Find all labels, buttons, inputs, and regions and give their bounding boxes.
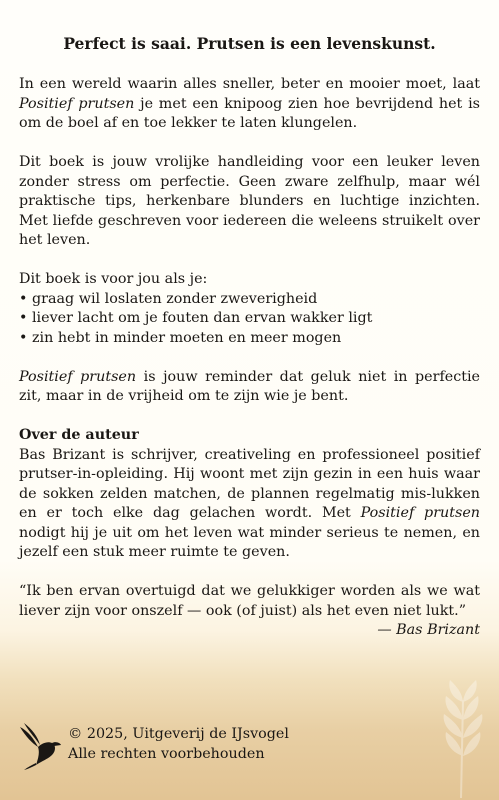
copyright-line: © 2025, Uitgeverij de IJsvogel (68, 726, 289, 742)
author-bio-c: nodigt hij je uit om het leven wat minder serieus te nemen, en jezelf een stuk meer ruimte te geven. (19, 524, 480, 560)
publisher-text (68, 725, 289, 764)
audience-list (19, 290, 480, 349)
intro-paragraph (19, 75, 480, 134)
author-section (19, 426, 480, 563)
author-bio-a: Bas Brizant is schrijver, creativeling en professioneel positief prutser-in-opleiding. Hij woont met zijn gezin in een huis waar de sokken zelden matchen, de plannen regelmatig mis-lukken en er toch elke dag gelachen wordt. Met (19, 446, 480, 521)
grain-ear-icon (420, 680, 495, 798)
reminder-paragraph (19, 368, 480, 407)
author-quote: “Ik ben ervan overtuigd dat we gelukkiger worden als we wat liever zijn voor onszelf — ook (of juist) als het even niet lukt.” (19, 583, 480, 619)
kingfisher-logo-icon (18, 721, 62, 771)
intro-book-title: Positief prutsen (19, 95, 135, 112)
quote-attribution: — Bas Brizant (377, 622, 480, 638)
audience-intro: Dit boek is voor jou als je: (19, 271, 208, 287)
author-bio (19, 446, 480, 563)
list-item: • zin hebt in minder moeten en meer mogen (19, 329, 480, 349)
rights-line: Alle rechten voorbehouden (68, 745, 265, 762)
author-heading: Over de auteur (19, 427, 139, 443)
list-item: • graag wil loslaten zonder zweverigheid (19, 290, 480, 310)
author-bio-book-title: Positief prutsen (360, 505, 480, 521)
list-item: • liever lacht om je fouten dan ervan wakker ligt (19, 309, 480, 329)
reminder-book-title: Positief prutsen (19, 368, 137, 385)
intro-text-a: In een wereld waarin alles sneller, beter en mooier moet, laat (19, 76, 480, 92)
intro-text-c: je met een knipoog zien hoe bevrijdend het is om de boel af en toe lekker te laten klungelen. (19, 95, 480, 131)
page-title: Perfect is saai. Prutsen is een levenskunst. (63, 34, 436, 53)
blurb-content (19, 34, 480, 641)
reminder-text: is jouw reminder dat geluk niet in perfectie zit, maar in de vrijheid om te zijn wie je bent. (19, 368, 481, 404)
publisher-footer (18, 721, 318, 771)
audience-section (19, 270, 480, 348)
description-paragraph: Dit boek is jouw vrolijke handleiding voor een leuker leven zonder stress om perfectie. Geen zware zelfhulp, maar wél praktische tips, herkenbare blunders en luchtige inzichten. Met liefde geschreven voor iedereen die weleens struikelt over het leven. (19, 154, 480, 248)
